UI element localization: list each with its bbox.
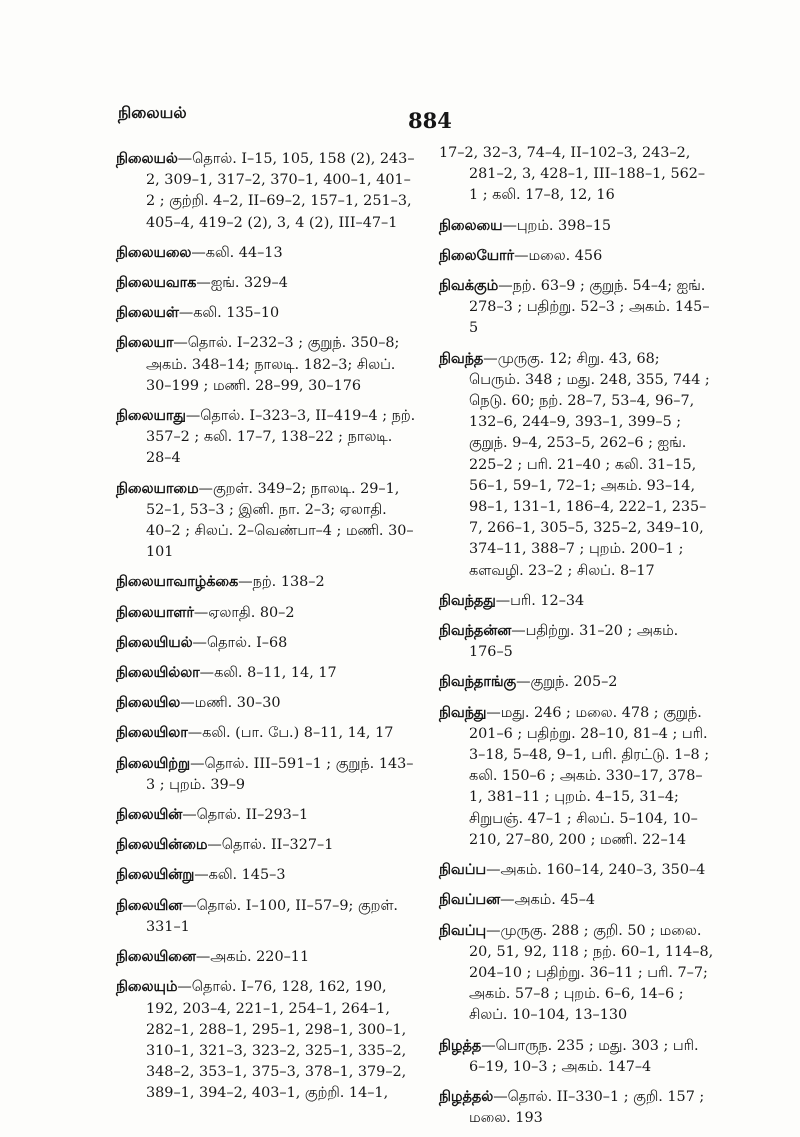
entry-references: —தொல். III–591–1 ; குறுந். 143–3 ; புறம். 39–9 [146,755,414,793]
index-entry [439,590,714,612]
entry-references: —தொல். I–232–3 ; குறுந். 350–8; அகம். 348–14; நாலடி. 182–3; சிலப். 30–199 ; மணி. 28–99, 30–176 [146,335,400,394]
entry-references: —தொல். II–293–1 [182,807,309,824]
entry-references: —பொருந. 235 ; மது. 303 ; பரி. 6–19, 10–3 ; அகம். 147–4 [469,1037,699,1075]
entry-headword: நிலையும் [116,978,178,996]
entry-headword: நிலையோர் [439,246,515,264]
entry-references: —கலி. 44–13 [191,244,283,261]
index-entry [116,478,416,564]
entry-headword: நிலையல் [116,150,178,167]
entry-references: —குறுந். 205–2 [516,674,618,691]
entry-references: —தொல். I–15, 105, 158 (2), 243–2, 309–1, 317–2, 370–1, 400–1, 401–2 ; குற்றி. 4–2, II–69–2, 157–1, 251–3, 405–4, 419–2 (2), 3, 4 (2), III–47–1 [146,151,415,231]
entry-references: —ஐங். 329–4 [196,275,288,292]
entry-references: —முருகு. 288 ; குறி. 50 ; மலை. 20, 51, 92, 118 ; நற். 60–1, 114–8, 204–10 ; பதிற்று. 36–11 ; பரி. 7–7; அகம். 57–8 ; புறம். 6–6, 14–6 ; சிலப். 10–104, 13–130 [469,922,714,1024]
entry-headword: நிலையின்று [116,866,195,884]
index-entry [116,302,416,324]
entry-headword: நிலையலை [116,243,192,261]
entry-headword: நிலையிற்று [116,754,191,772]
entry-references: —புறம். 398–15 [502,217,612,234]
entry-headword: நிலையை [439,216,503,234]
index-entry [116,722,416,744]
index-entry [439,859,714,881]
entry-headword: நிழத்த [439,1036,482,1054]
entry-headword: நிவந்தது [439,591,496,609]
index-entry [439,702,714,851]
page-number: 884 [408,108,452,133]
index-entry [439,920,714,1027]
entry-headword: நிலையின [116,896,183,914]
index-entry [439,348,714,582]
entry-references: —நற். 138–2 [238,574,325,591]
index-entry [439,889,714,911]
index-entry [116,834,416,856]
entry-references: —தொல். II–330–1 ; குறி. 157 ; மலை. 193 [469,1088,705,1127]
entry-headword: நிலையவாக [116,274,197,292]
index-entry [439,1086,714,1129]
index-entry-continued [439,142,714,207]
index-entry [116,804,416,826]
entry-references: —மலை. 456 [514,247,603,264]
entry-headword: நிலையள் [116,304,179,322]
entry-headword: நிவந்து [439,703,487,721]
index-entry [116,405,416,470]
index-entry [439,215,714,237]
entry-references: —கலி. 135–10 [178,305,280,322]
entry-references: —குறள். 349–2; நாலடி. 29–1, 52–1, 53–3 ; இனி. நா. 2–3; ஏலாதி. 40–2 ; சிலப். 2–வெண்பா–4 ; மணி. 30–101 [146,480,414,561]
entry-headword: நிலையியல் [116,633,193,651]
entry-references: —பரி. 12–34 [495,592,585,609]
entry-references: —கலி. (பா. பே.) 8–11, 14, 17 [187,725,394,742]
index-entry [116,864,416,886]
index-entry [116,632,416,654]
running-head: நிலையல் [118,103,187,122]
entry-headword: நிலையிலா [116,724,188,742]
entry-headword: நிவக்கும் [439,277,499,295]
entry-references: —அகம். 220–11 [195,949,310,966]
entry-headword: நிலையா [116,334,174,352]
entry-references: —தொல். I–76, 128, 162, 190, 192, 203–4, 221–1, 254–1, 264–1, 282–1, 288–1, 295–1, 298–1, 300–1, 310–1, 321–3, 323–2, 325–1, 335–2, 348–2, 353–1, 375–3, 378–1, 379–2, 389–1, 394–2, 403–1, குற்றி. 14–1, [146,979,407,1102]
entry-headword: நிலையினை [116,948,196,966]
entry-headword: நிலையாது [116,407,186,425]
index-entry [439,275,714,340]
entry-references: —அகம். 160–14, 240–3, 350–4 [486,862,706,879]
entry-references: —பதிற்று. 31–20 ; அகம். 176–5 [469,623,679,661]
index-entry [116,602,416,624]
entry-headword: நிலையின் [116,806,183,824]
entry-headword: நிவந்தாங்கு [439,673,517,691]
entry-references: —மது. 246 ; மலை. 478 ; குறுந். 201–6 ; பதிற்று. 28–10, 81–4 ; பரி. 3–18, 5–48, 9–1, பரி. திரட்டு. 1–8 ; கலி. 150–6 ; அகம். 330–17, 378–1, 381–11 ; புறம். 4–15, 31–4; சிறுபஞ். 47–1 ; சிலப். 5–104, 10–210, 27–80, 200 ; மணி. 22–14 [469,704,710,848]
entry-references: 17–2, 32–3, 74–4, II–102–3, 243–2, 281–2, 3, 428–1, III–188–1, 562–1 ; கலி. 17–8, 12, 16 [439,145,706,204]
entry-references: —அகம். 45–4 [500,892,596,909]
entry-references: —தொல். I–68 [192,634,288,651]
index-entry [439,620,714,663]
index-entry [116,571,416,593]
entry-references: —தொல். I–100, II–57–9; குறள். 331–1 [146,897,399,935]
entry-references: —கலி. 145–3 [194,867,286,884]
entry-references: —ஏலாதி. 80–2 [193,604,295,621]
entry-headword: நிலையில்லா [116,664,200,682]
entry-references: —முருகு. 12; சிறு. 43, 68; பெரும். 348 ; மது. 248, 355, 744 ; நெடு. 60; நற். 28–7, 53–4, 96–7, 132–6, 244–9, 393–1, 399–5 ; குறுந். 9–4, 253–5, 262–6 ; ஐங். 225–2 ; பரி. 21–40 ; கலி. 31–15, 56–1, 59–1, 72–1; அகம். 93–14, 98–1, 131–1, 186–4, 222–1, 235–7, 266–1, 305–5, 325–2, 349–10, 374–11, 388–7 ; புறம். 200–1 ; களவழி. 23–2 ; சிலப். 8–17 [469,350,710,579]
entry-headword: நிலையின்மை [116,836,208,854]
entry-headword: நிவப்ப [439,861,487,879]
entry-references: —நற். 63–9 ; குறுந். 54–4; ஐங். 278–3 ; பதிற்று. 52–3 ; அகம். 145–5 [469,278,710,337]
entry-references: —கலி. 8–11, 14, 17 [199,665,337,682]
index-entry [439,671,714,693]
index-entry [116,692,416,714]
entry-headword: நிவந்தன்ன [439,622,512,640]
entry-headword: நிவந்த [439,349,484,367]
index-entry [116,946,416,968]
index-entry [439,245,714,267]
index-entry [439,1035,714,1078]
entry-headword: நிலையாமை [116,479,199,497]
entry-headword: நிலையில [116,694,181,712]
entry-headword: நிவப்பு [439,921,487,939]
index-entry [116,332,416,397]
index-entry [116,753,416,796]
right-column [439,145,714,1137]
entry-headword: நிழத்தல் [439,1087,494,1105]
entry-headword: நிலையாவாழ்க்கை [116,573,239,591]
index-entry [116,148,416,234]
entry-references: —தொல். II–327–1 [207,837,334,854]
index-entry [116,242,416,264]
index-entry [116,895,416,938]
left-column [116,148,416,1113]
index-entry [116,976,416,1104]
index-entry [116,662,416,684]
index-entry [116,272,416,294]
entry-references: —மணி. 30–30 [180,695,281,712]
entry-headword: நிலையாளர் [116,603,194,621]
entry-references: —தொல். I–323–3, II–419–4 ; நற். 357–2 ; கலி. 17–7, 138–22 ; நாலடி. 28–4 [146,408,416,467]
entry-headword: நிவப்பன [439,891,501,909]
